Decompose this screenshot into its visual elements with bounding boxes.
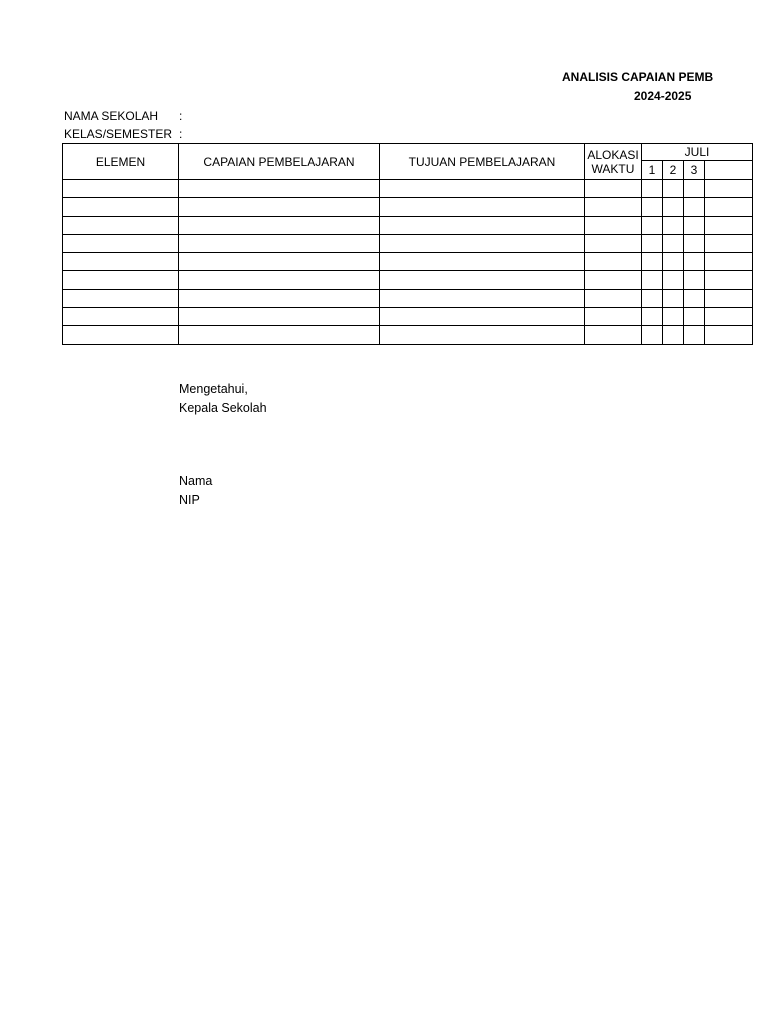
cell-week-3[interactable] (684, 271, 705, 289)
cell-week-1[interactable] (642, 271, 663, 289)
class-semester-label: KELAS/SEMESTER (64, 127, 173, 141)
table-row (63, 234, 753, 252)
cell-week-4[interactable] (705, 234, 753, 252)
cell-week-1[interactable] (642, 234, 663, 252)
cell-tujuan[interactable] (380, 198, 585, 216)
cell-week-4[interactable] (705, 180, 753, 198)
school-name-label: NAMA SEKOLAH (64, 109, 159, 123)
cell-week-4[interactable] (705, 271, 753, 289)
cell-week-4[interactable] (705, 216, 753, 234)
cell-alokasi[interactable] (585, 289, 642, 307)
cell-week-1[interactable] (642, 289, 663, 307)
cell-capaian[interactable] (179, 216, 380, 234)
header-week-2: 2 (663, 161, 684, 180)
cell-elemen[interactable] (63, 308, 179, 326)
cell-tujuan[interactable] (380, 308, 585, 326)
header-alokasi-line1: ALOKASI (587, 147, 639, 162)
table-row (63, 308, 753, 326)
table-row (63, 271, 753, 289)
cell-week-1[interactable] (642, 326, 663, 344)
cell-week-3[interactable] (684, 198, 705, 216)
cell-alokasi[interactable] (585, 326, 642, 344)
cell-alokasi[interactable] (585, 308, 642, 326)
cell-alokasi[interactable] (585, 271, 642, 289)
cell-capaian[interactable] (179, 234, 380, 252)
cell-elemen[interactable] (63, 234, 179, 252)
cell-week-2[interactable] (663, 216, 684, 234)
cell-week-3[interactable] (684, 234, 705, 252)
cell-week-2[interactable] (663, 326, 684, 344)
cell-capaian[interactable] (179, 180, 380, 198)
cell-tujuan[interactable] (380, 326, 585, 344)
cell-capaian[interactable] (179, 308, 380, 326)
cell-elemen[interactable] (63, 271, 179, 289)
header-elemen: ELEMEN (63, 144, 179, 180)
cell-week-3[interactable] (684, 180, 705, 198)
table-row (63, 216, 753, 234)
cell-week-2[interactable] (663, 289, 684, 307)
cell-week-1[interactable] (642, 198, 663, 216)
cell-week-3[interactable] (684, 253, 705, 271)
header-month-juli: JULI (642, 144, 753, 161)
academic-year: 2024-2025 (634, 89, 692, 103)
cell-week-1[interactable] (642, 308, 663, 326)
cell-tujuan[interactable] (380, 253, 585, 271)
header-alokasi-waktu (585, 144, 642, 180)
table-header-row (63, 144, 753, 161)
document-title: ANALISIS CAPAIAN PEMB (562, 70, 714, 84)
cell-capaian[interactable] (179, 326, 380, 344)
cell-week-2[interactable] (663, 253, 684, 271)
signature-role: Kepala Sekolah (179, 401, 267, 415)
table-row (63, 180, 753, 198)
table-row (63, 253, 753, 271)
analysis-table-viewport (62, 143, 710, 347)
signature-acknowledged: Mengetahui, (179, 382, 248, 396)
table-row (63, 289, 753, 307)
header-week-3: 3 (684, 161, 705, 180)
cell-week-1[interactable] (642, 253, 663, 271)
header-week-1: 1 (642, 161, 663, 180)
cell-capaian[interactable] (179, 271, 380, 289)
cell-alokasi[interactable] (585, 198, 642, 216)
cell-week-3[interactable] (684, 289, 705, 307)
cell-elemen[interactable] (63, 289, 179, 307)
header-alokasi-line2: WAKTU (591, 161, 635, 176)
cell-week-4[interactable] (705, 289, 753, 307)
cell-elemen[interactable] (63, 326, 179, 344)
cell-week-2[interactable] (663, 198, 684, 216)
signature-nip-label: NIP (179, 493, 200, 507)
cell-week-2[interactable] (663, 234, 684, 252)
cell-week-3[interactable] (684, 308, 705, 326)
cell-alokasi[interactable] (585, 234, 642, 252)
cell-week-4[interactable] (705, 253, 753, 271)
cell-week-2[interactable] (663, 308, 684, 326)
header-capaian-pembelajaran: CAPAIAN PEMBELAJARAN (179, 144, 380, 180)
cell-tujuan[interactable] (380, 289, 585, 307)
cell-elemen[interactable] (63, 198, 179, 216)
cell-week-3[interactable] (684, 326, 705, 344)
signature-name-label: Nama (179, 474, 213, 488)
cell-capaian[interactable] (179, 289, 380, 307)
cell-week-4[interactable] (705, 326, 753, 344)
table-row (63, 198, 753, 216)
cell-tujuan[interactable] (380, 216, 585, 234)
cell-week-1[interactable] (642, 180, 663, 198)
cell-week-2[interactable] (663, 271, 684, 289)
cell-alokasi[interactable] (585, 253, 642, 271)
cell-alokasi[interactable] (585, 180, 642, 198)
cell-week-2[interactable] (663, 180, 684, 198)
class-semester-colon: : (179, 127, 183, 141)
cell-elemen[interactable] (63, 216, 179, 234)
cell-tujuan[interactable] (380, 271, 585, 289)
cell-week-4[interactable] (705, 198, 753, 216)
cell-alokasi[interactable] (585, 216, 642, 234)
header-week-4 (705, 161, 753, 180)
cell-capaian[interactable] (179, 198, 380, 216)
header-tujuan-pembelajaran: TUJUAN PEMBELAJARAN (380, 144, 585, 180)
cell-elemen[interactable] (63, 253, 179, 271)
cell-week-3[interactable] (684, 216, 705, 234)
cell-week-4[interactable] (705, 308, 753, 326)
school-name-colon: : (179, 109, 183, 123)
table-row (63, 326, 753, 344)
cell-tujuan[interactable] (380, 180, 585, 198)
cell-week-1[interactable] (642, 216, 663, 234)
analysis-table (62, 143, 753, 345)
cell-tujuan[interactable] (380, 234, 585, 252)
cell-elemen[interactable] (63, 180, 179, 198)
cell-capaian[interactable] (179, 253, 380, 271)
